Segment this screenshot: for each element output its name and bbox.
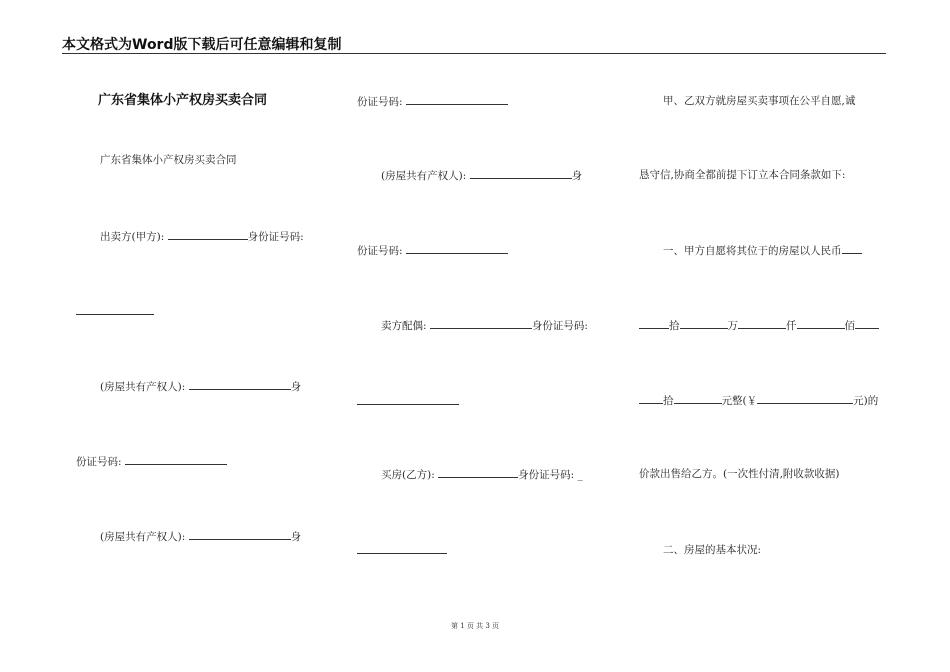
shen-text-1: 身 — [290, 381, 302, 393]
shen-text-3: 身 — [571, 170, 583, 182]
id-line-1 — [76, 454, 227, 469]
blank-yuan — [674, 393, 722, 404]
seller-name-blank — [168, 229, 248, 240]
co-owner-label-1: (房屋共有产权人): — [100, 381, 186, 393]
blank-qian — [738, 318, 786, 329]
page-number: 第 1 页 共 3 页 — [450, 622, 500, 630]
blank-bai — [797, 318, 845, 329]
buyer-label: 买房(乙方): — [381, 469, 435, 481]
co-owner-line-2 — [100, 529, 301, 544]
paragraph-intro-1: 甲、乙双方就房屋买卖事项在公平自愿,诚 — [663, 95, 856, 107]
buyer-line — [381, 467, 583, 482]
buyer-id-line — [357, 543, 447, 558]
id-label-1: 份证号码: — [76, 456, 122, 468]
unit-wan: 万 — [727, 320, 738, 332]
blank-shi-2 — [639, 393, 663, 404]
buyer-name-blank — [438, 467, 518, 478]
co-owner-line-1 — [100, 379, 301, 394]
shen-text-2: 身 — [290, 531, 302, 543]
price-units-line — [639, 318, 879, 333]
id-blank-2 — [406, 243, 508, 254]
seller-id-line — [76, 304, 154, 319]
seller-label: 出卖方(甲方): — [100, 231, 165, 243]
paragraph-payment: 价款出售给乙方。(一次性付清,附收款收据) — [639, 468, 840, 480]
co-owner-label-2: (房屋共有产权人): — [100, 531, 186, 543]
clause-1-text: 一、甲方自愿将其位于的房屋以人民币 — [663, 245, 842, 257]
seller-id-label: 身份证号码: — [247, 231, 304, 243]
spouse-line — [381, 318, 588, 333]
price-blank-1 — [842, 243, 862, 254]
blank-wan — [680, 318, 728, 329]
unit-yuan-zheng: 元整(￥ — [721, 395, 758, 407]
buyer-id-blank — [357, 543, 447, 554]
id-label-2: 份证号码: — [357, 245, 403, 257]
spouse-id-label: 身份证号码: — [531, 320, 588, 332]
co-owner-blank-3 — [470, 168, 572, 179]
price-yuan-line — [639, 393, 878, 408]
document-header: 本文格式为Word版下载后可任意编辑和复制 — [62, 34, 886, 54]
buyer-id-label: 身份证号码: _ — [518, 469, 583, 481]
unit-shi-2: 拾 — [663, 395, 674, 407]
blank-amount — [757, 393, 853, 404]
clause-2-heading: 二、房屋的基本状况: — [663, 544, 762, 556]
blank-end — [855, 318, 879, 329]
seller-line — [100, 229, 304, 244]
unit-yuan-de: 元)的 — [853, 395, 879, 407]
co-owner-blank-2 — [189, 529, 291, 540]
spouse-id-line — [357, 394, 459, 409]
paragraph-intro-2: 恳守信,协商全都前提下订立本合同条款如下: — [639, 169, 846, 181]
id-line-2 — [357, 243, 508, 258]
document-title: 广东省集体小产权房买卖合同 — [98, 93, 268, 108]
id-label-top: 份证号码: — [357, 96, 403, 108]
unit-bai: 佰 — [844, 320, 855, 332]
co-owner-line-3 — [381, 168, 582, 183]
spouse-name-blank — [430, 318, 532, 329]
seller-id-blank — [76, 304, 154, 315]
unit-shi: 拾 — [669, 320, 680, 332]
co-owner-blank-1 — [189, 379, 291, 390]
id-blank-top — [406, 94, 508, 105]
clause-1-line — [663, 243, 862, 258]
blank-shi — [639, 318, 669, 329]
id-blank-1 — [125, 454, 227, 465]
id-line-top — [357, 94, 508, 109]
spouse-label: 卖方配偶: — [381, 320, 427, 332]
subtitle-text: 广东省集体小产权房买卖合同 — [100, 154, 237, 166]
co-owner-label-3: (房屋共有产权人): — [381, 170, 467, 182]
unit-qian: 仟 — [786, 320, 797, 332]
spouse-id-blank — [357, 394, 459, 405]
